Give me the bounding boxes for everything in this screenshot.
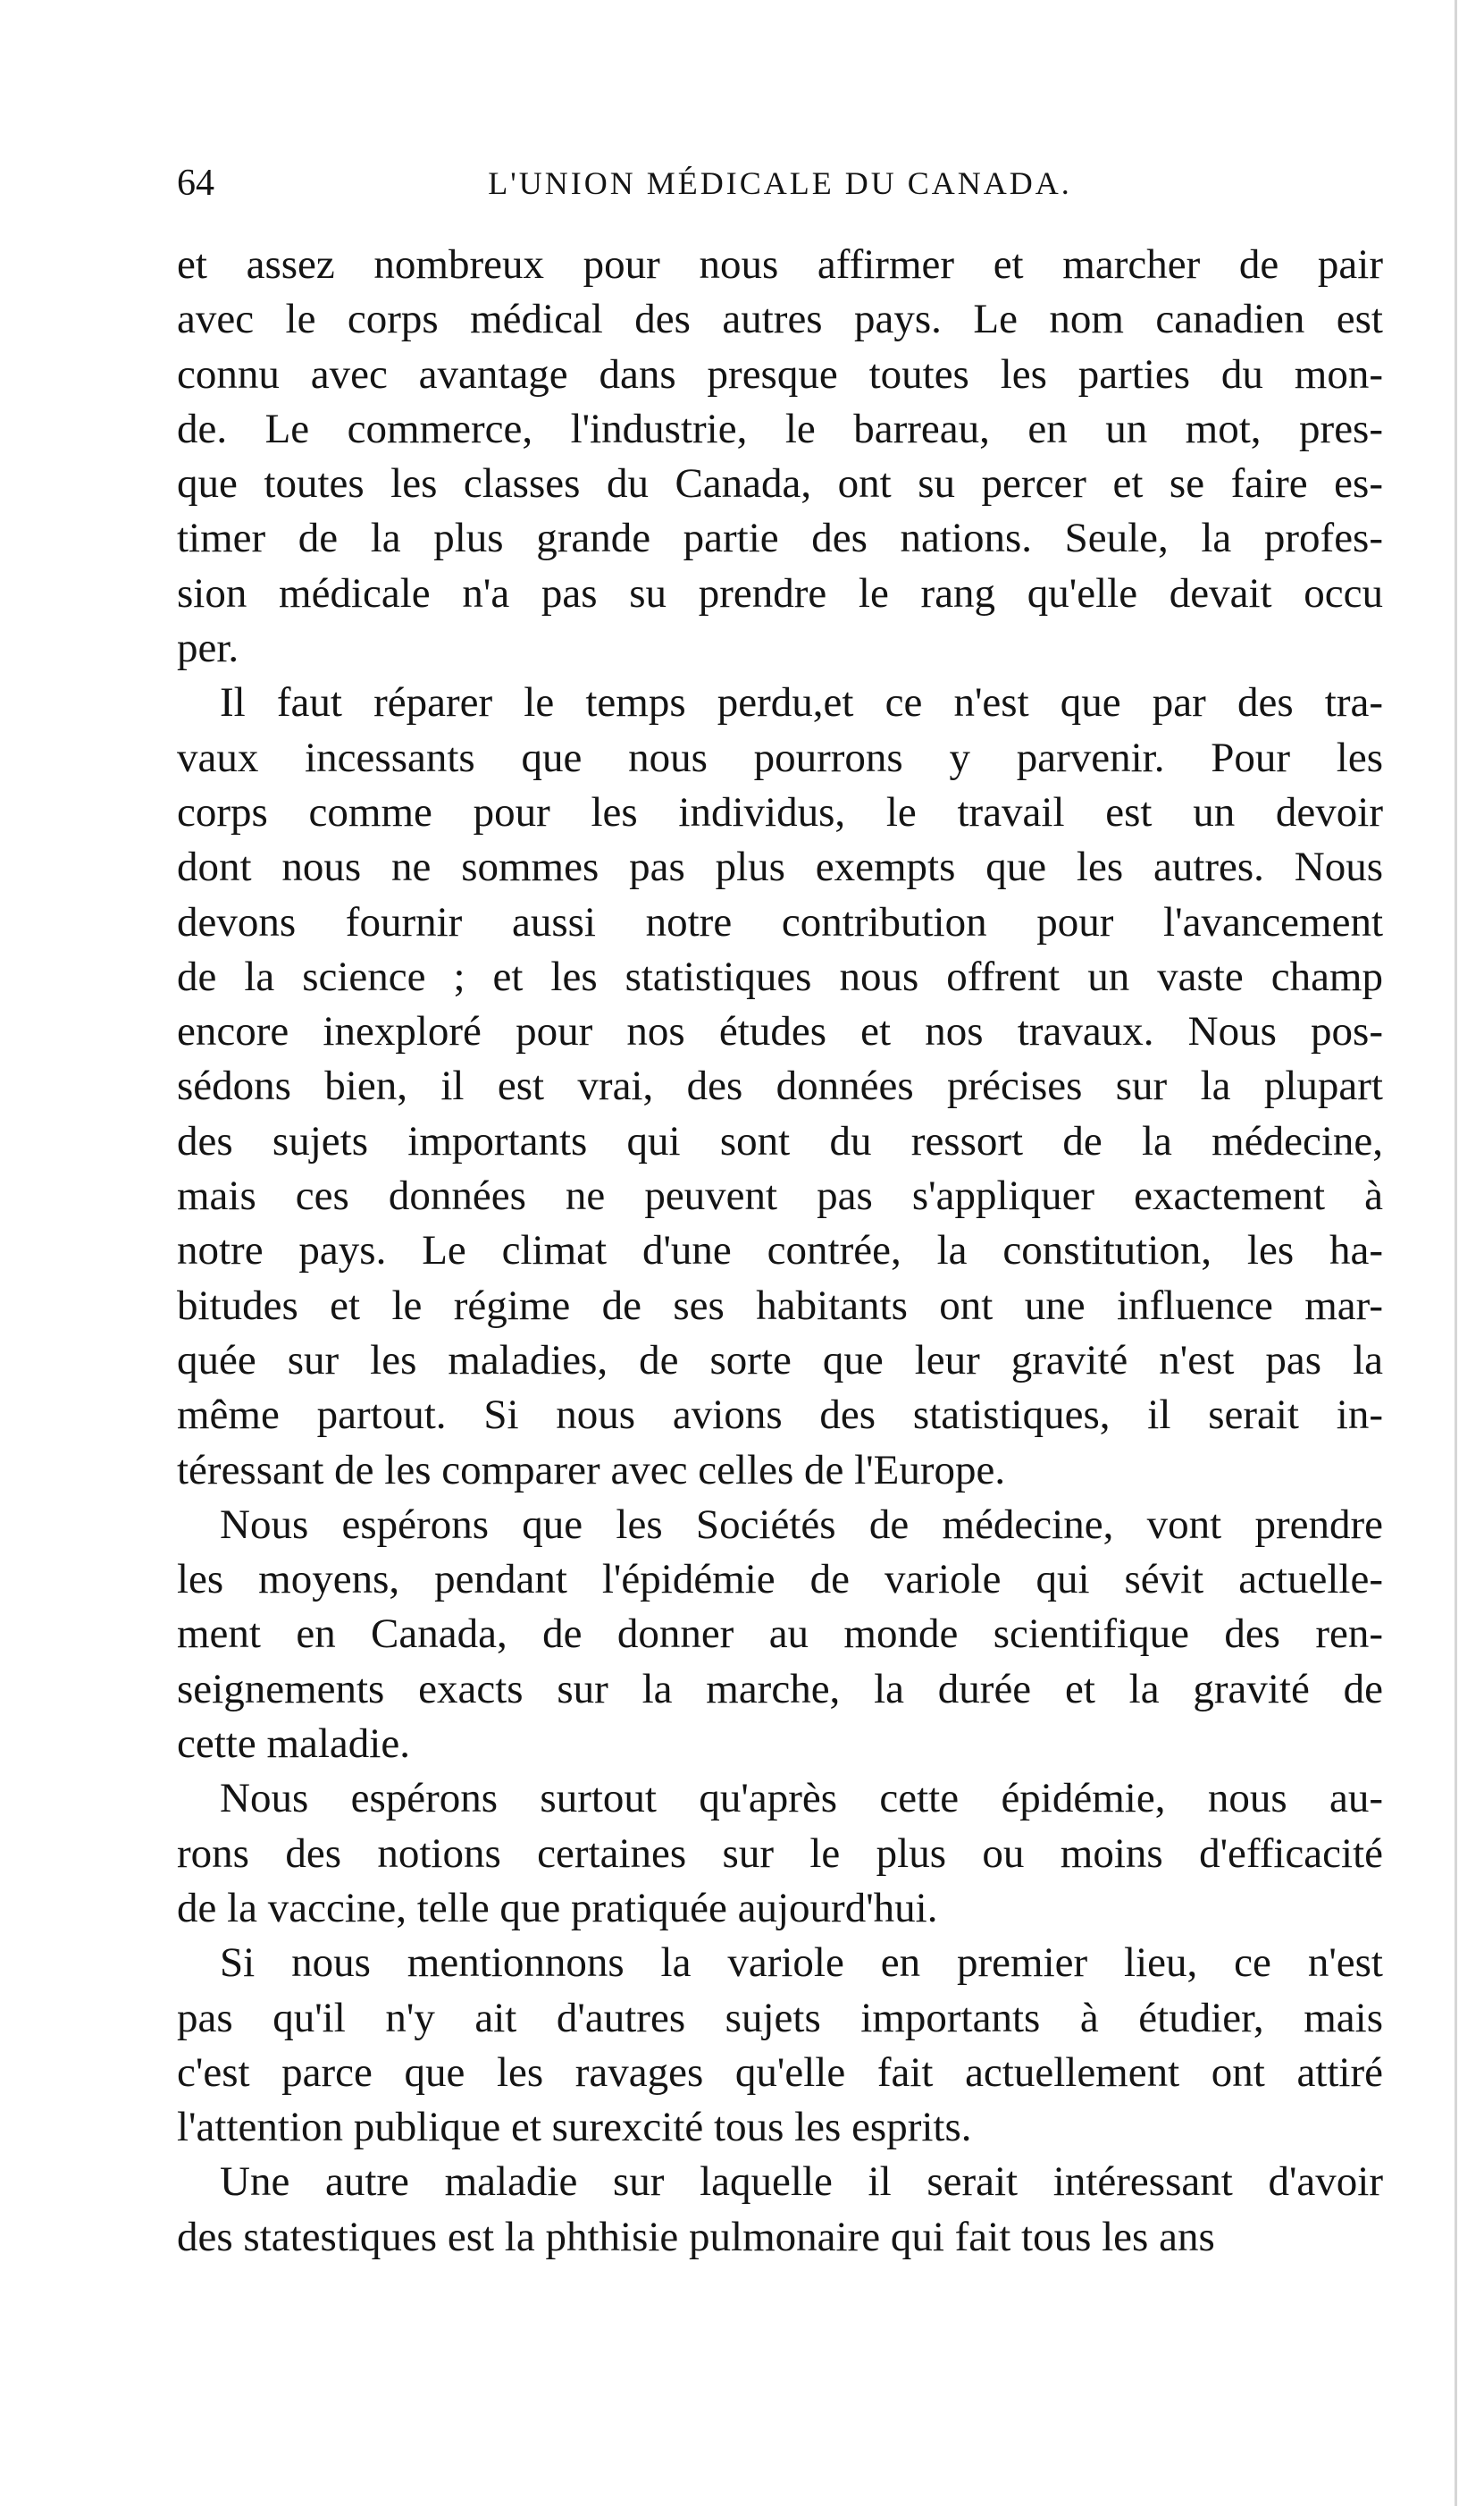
text-line: timer de la plus grande partie des nations. Seule, la profes-: [177, 515, 1383, 562]
text-line: encore inexploré pour nos études et nos travaux. Nous pos-: [177, 1008, 1383, 1055]
text-line: Une autre maladie sur laquelle il serait intéressant d'avoir: [220, 2158, 1383, 2206]
paragraph: [177, 1771, 1383, 1936]
text-line: téressant de les comparer avec celles de l'Europe.: [177, 1446, 1006, 1493]
text-line: même partout. Si nous avions des statistiques, il serait in-: [177, 1392, 1383, 1439]
text-line: devons fournir aussi notre contribution pour l'avancement: [177, 898, 1383, 946]
page-number: 64: [177, 163, 214, 204]
body-text: [177, 238, 1383, 2265]
text-line: per.: [177, 625, 239, 672]
paragraph: [177, 1936, 1383, 2155]
running-title: L'UNION MÉDICALE DU CANADA.: [488, 165, 1072, 201]
text-line: c'est parce que les ravages qu'elle fait actuellement ont attiré: [177, 2048, 1383, 2096]
text-line: pas qu'il n'y ait d'autres sujets importants à étudier, mais: [177, 1994, 1383, 2041]
text-line: des sujets importants qui sont du ressort de la médecine,: [177, 1117, 1383, 1165]
text-line: et assez nombreux pour nous affirmer et marcher de pair: [177, 241, 1383, 288]
text-line: quée sur les maladies, de sorte que leur gravité n'est pas la: [177, 1336, 1383, 1383]
text-line: Nous espérons surtout qu'après cette épidémie, nous au-: [220, 1775, 1383, 1822]
text-line: corps comme pour les individus, le travail est un devoir: [177, 788, 1383, 836]
text-line: Nous espérons que les Sociétés de médecine, vont prendre: [220, 1501, 1383, 1548]
text-line: de. Le commerce, l'industrie, le barreau, en un mot, pres-: [177, 405, 1383, 452]
text-line: mais ces données ne peuvent pas s'appliquer exactement à: [177, 1173, 1383, 1220]
paragraph: [177, 2155, 1383, 2265]
text-line: sédons bien, il est vrai, des données précises sur la plupart: [177, 1063, 1383, 1110]
text-line: seignements exacts sur la marche, la durée et la gravité de: [177, 1665, 1383, 1712]
paragraph: [177, 676, 1383, 1497]
text-line: de la science ; et les statistiques nous offrent un vaste champ: [177, 953, 1383, 1000]
page-header: [177, 161, 1383, 206]
text-line: que toutes les classes du Canada, ont su percer et se faire es-: [177, 460, 1383, 508]
text-line: l'attention publique et surexcité tous les esprits.: [177, 2104, 972, 2151]
text-line: cette maladie.: [177, 1720, 410, 1768]
text-line: les moyens, pendant l'épidémie de variole qui sévit actuelle-: [177, 1556, 1383, 1603]
text-line: sion médicale n'a pas su prendre le rang qu'elle devait occu: [177, 569, 1383, 617]
text-line: rons des notions certaines sur le plus ou moins d'efficacité: [177, 1829, 1383, 1877]
text-line: des statestiques est la phthisie pulmonaire qui fait tous les ans: [177, 2213, 1215, 2260]
text-line: vaux incessants que nous pourrons y parvenir. Pour les: [177, 734, 1383, 781]
paragraph: [177, 238, 1383, 676]
page-edge-shadow: [1455, 0, 1457, 2506]
text-line: de la vaccine, telle que pratiquée aujourd'hui.: [177, 1884, 938, 1931]
text-line: ment en Canada, de donner au monde scientifique des ren-: [177, 1610, 1383, 1658]
text-line: avec le corps médical des autres pays. Le nom canadien est: [177, 296, 1383, 343]
text-line: Si nous mentionnons la variole en premier lieu, ce n'est: [220, 1939, 1383, 1987]
text-line: Il faut réparer le temps perdu,et ce n'est que par des tra-: [220, 679, 1383, 727]
text-line: connu avec avantage dans presque toutes les parties du mon-: [177, 350, 1383, 398]
text-line: bitudes et le régime de ses habitants ont une influence mar-: [177, 1282, 1383, 1329]
text-line: dont nous ne sommes pas plus exempts que les autres. Nous: [177, 844, 1383, 891]
text-line: notre pays. Le climat d'une contrée, la constitution, les ha-: [177, 1227, 1383, 1274]
paragraph: [177, 1498, 1383, 1771]
